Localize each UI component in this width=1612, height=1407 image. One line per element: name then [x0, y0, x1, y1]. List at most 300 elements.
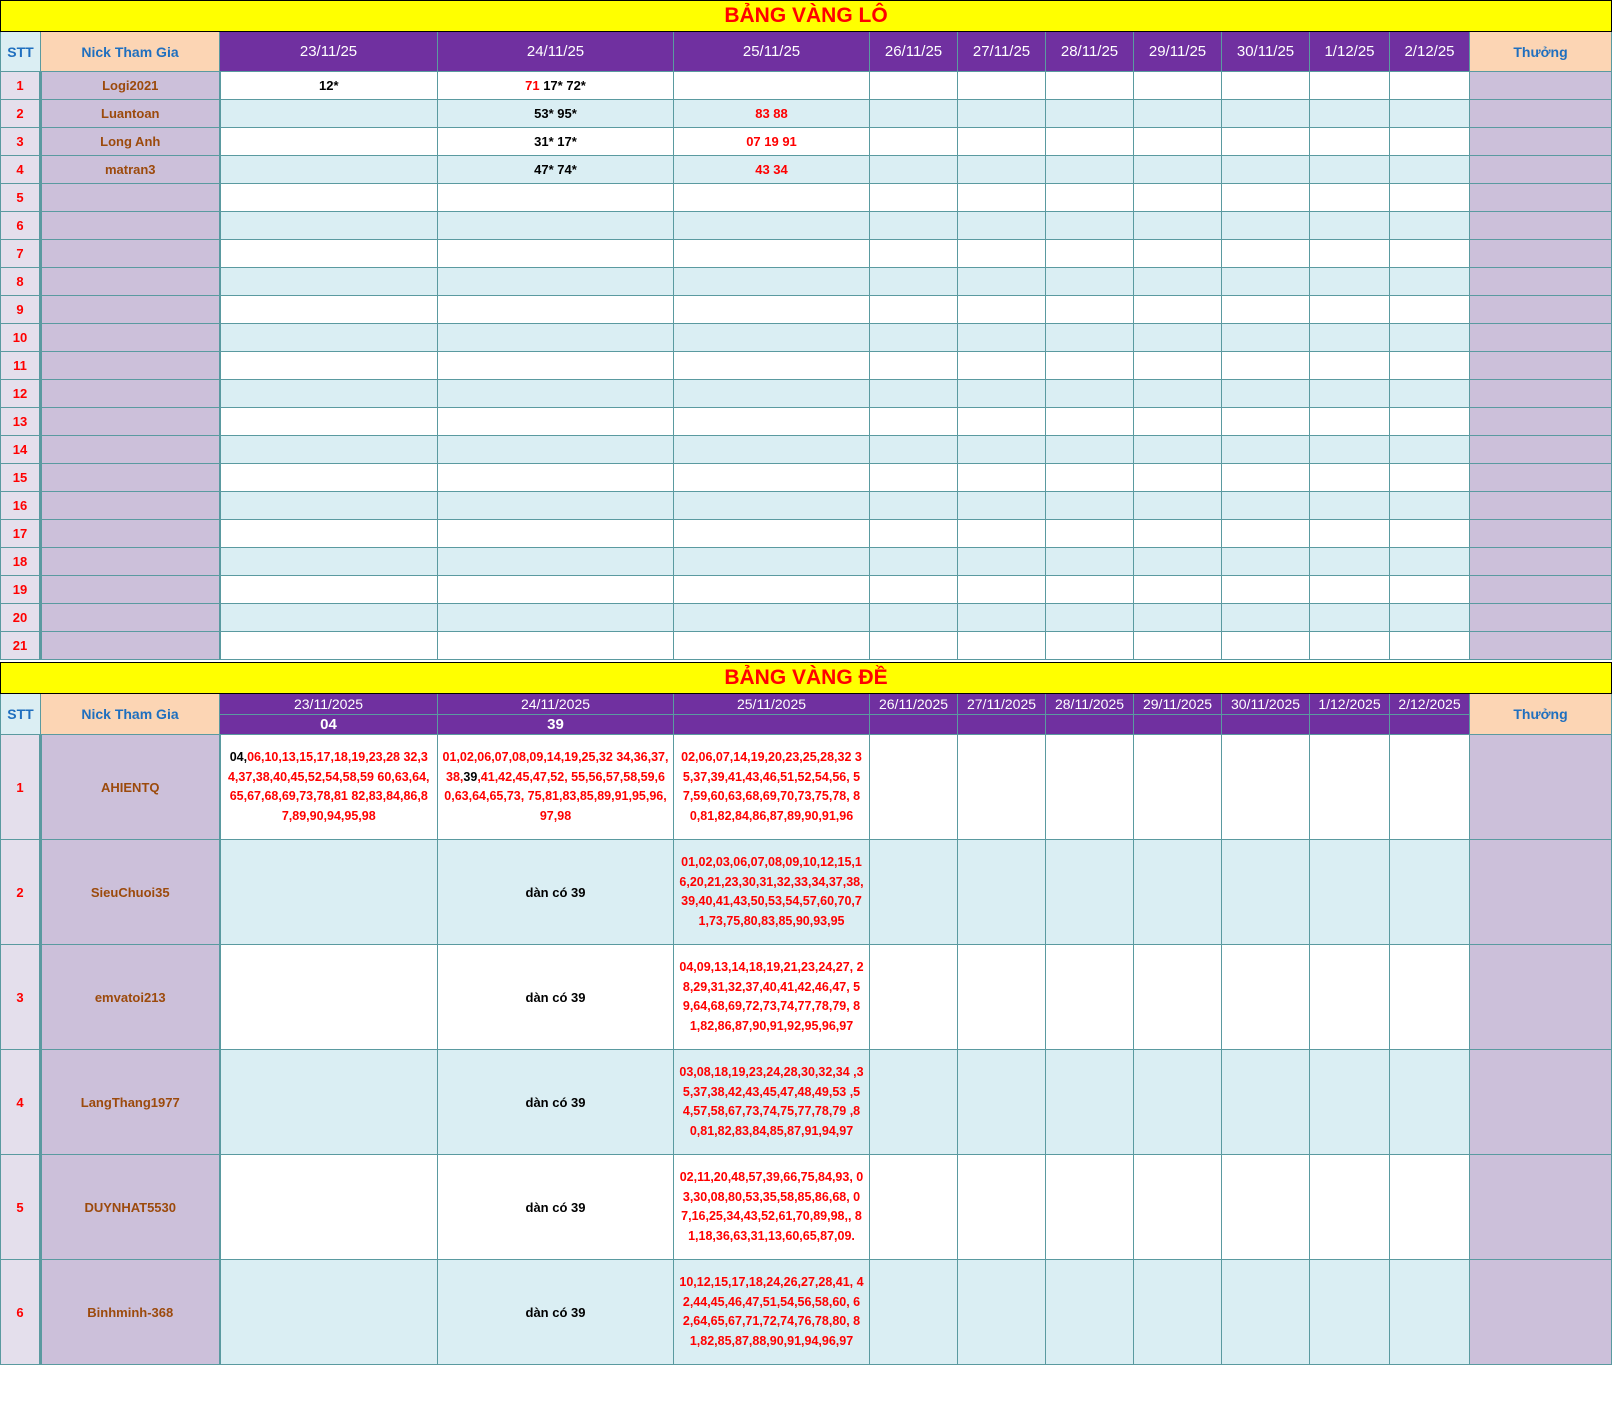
thuong-cell[interactable]: [1470, 408, 1612, 436]
entry-cell[interactable]: [1134, 380, 1222, 408]
entry-cell[interactable]: [1046, 492, 1134, 520]
entry-cell[interactable]: [1310, 520, 1390, 548]
entry-cell[interactable]: [1222, 464, 1310, 492]
entry-cell[interactable]: [1310, 184, 1390, 212]
entry-cell[interactable]: [674, 1050, 870, 1155]
entry-cell[interactable]: [1222, 604, 1310, 632]
entry-cell[interactable]: [674, 324, 870, 352]
entry-cell[interactable]: [1222, 1050, 1310, 1155]
nick-cell[interactable]: [41, 464, 220, 492]
entry-cell[interactable]: [1310, 156, 1390, 184]
row-number[interactable]: 4: [1, 156, 41, 184]
entry-cell[interactable]: [674, 735, 870, 840]
entry-cell[interactable]: [870, 576, 958, 604]
entry-cell[interactable]: [1310, 436, 1390, 464]
nick-cell[interactable]: [41, 436, 220, 464]
nick-cell[interactable]: [41, 324, 220, 352]
entry-cell[interactable]: [1222, 156, 1310, 184]
entry-cell[interactable]: [958, 268, 1046, 296]
nick-cell[interactable]: [41, 296, 220, 324]
thuong-cell[interactable]: [1470, 100, 1612, 128]
entry-cell[interactable]: [958, 212, 1046, 240]
entry-cell[interactable]: [958, 352, 1046, 380]
entry-cell[interactable]: [438, 520, 674, 548]
entry-cell[interactable]: [870, 100, 958, 128]
thuong-cell[interactable]: [1470, 520, 1612, 548]
entry-cell[interactable]: [1046, 548, 1134, 576]
nick-cell[interactable]: matran3: [41, 156, 220, 184]
entry-cell[interactable]: [870, 632, 958, 660]
entry-cell[interactable]: [1134, 240, 1222, 268]
entry-cell[interactable]: [674, 212, 870, 240]
entry-cell[interactable]: [1390, 840, 1470, 945]
entry-cell[interactable]: [1390, 380, 1470, 408]
entry-cell[interactable]: [438, 1155, 674, 1260]
entry-cell[interactable]: [958, 548, 1046, 576]
entry-cell[interactable]: [958, 1155, 1046, 1260]
entry-cell[interactable]: [958, 632, 1046, 660]
row-number[interactable]: 7: [1, 240, 41, 268]
entry-cell[interactable]: [220, 352, 438, 380]
entry-cell[interactable]: [1310, 1155, 1390, 1260]
thuong-cell[interactable]: [1470, 548, 1612, 576]
entry-cell[interactable]: [958, 184, 1046, 212]
nick-cell[interactable]: LangThang1977: [41, 1050, 220, 1155]
nick-cell[interactable]: [41, 576, 220, 604]
entry-cell[interactable]: [438, 352, 674, 380]
entry-cell[interactable]: [1046, 735, 1134, 840]
entry-cell[interactable]: [1046, 268, 1134, 296]
entry-cell[interactable]: [1134, 1260, 1222, 1365]
entry-cell[interactable]: [870, 352, 958, 380]
entry-cell[interactable]: [870, 1155, 958, 1260]
entry-cell[interactable]: [1046, 840, 1134, 945]
entry-cell[interactable]: [1134, 324, 1222, 352]
entry-cell[interactable]: [1390, 100, 1470, 128]
entry-cell[interactable]: [438, 945, 674, 1050]
nick-cell[interactable]: Logi2021: [41, 72, 220, 100]
entry-cell[interactable]: [438, 100, 674, 128]
thuong-cell[interactable]: [1470, 1050, 1612, 1155]
entry-cell[interactable]: [1310, 1050, 1390, 1155]
entry-cell[interactable]: [958, 128, 1046, 156]
thuong-cell[interactable]: [1470, 436, 1612, 464]
nick-cell[interactable]: [41, 380, 220, 408]
entry-cell[interactable]: [674, 436, 870, 464]
entry-cell[interactable]: [1310, 735, 1390, 840]
nick-cell[interactable]: [41, 492, 220, 520]
entry-cell[interactable]: [1134, 1050, 1222, 1155]
thuong-cell[interactable]: [1470, 240, 1612, 268]
entry-cell[interactable]: [958, 380, 1046, 408]
entry-cell[interactable]: [438, 212, 674, 240]
nick-cell[interactable]: [41, 632, 220, 660]
nick-cell[interactable]: [41, 240, 220, 268]
entry-cell[interactable]: [220, 72, 438, 100]
entry-cell[interactable]: [1222, 100, 1310, 128]
entry-cell[interactable]: [870, 840, 958, 945]
thuong-cell[interactable]: [1470, 1155, 1612, 1260]
entry-cell[interactable]: [870, 945, 958, 1050]
entry-cell[interactable]: [1046, 352, 1134, 380]
entry-cell[interactable]: [870, 212, 958, 240]
entry-cell[interactable]: [220, 1155, 438, 1260]
entry-cell[interactable]: [220, 735, 438, 840]
entry-cell[interactable]: [1134, 128, 1222, 156]
entry-cell[interactable]: [220, 945, 438, 1050]
entry-cell[interactable]: [1134, 492, 1222, 520]
entry-cell[interactable]: [1222, 840, 1310, 945]
entry-cell[interactable]: [870, 184, 958, 212]
entry-cell[interactable]: [1046, 1155, 1134, 1260]
nick-cell[interactable]: Binhminh-368: [41, 1260, 220, 1365]
entry-cell[interactable]: [1310, 1260, 1390, 1365]
entry-cell[interactable]: [1390, 268, 1470, 296]
entry-cell[interactable]: [870, 520, 958, 548]
entry-cell[interactable]: [1390, 492, 1470, 520]
entry-cell[interactable]: [1134, 604, 1222, 632]
entry-cell[interactable]: [1046, 184, 1134, 212]
thuong-cell[interactable]: [1470, 128, 1612, 156]
entry-cell[interactable]: [1310, 840, 1390, 945]
entry-cell[interactable]: [1134, 548, 1222, 576]
row-number[interactable]: 6: [1, 1260, 41, 1365]
entry-cell[interactable]: [220, 184, 438, 212]
entry-cell[interactable]: [1390, 548, 1470, 576]
thuong-cell[interactable]: [1470, 604, 1612, 632]
entry-cell[interactable]: [674, 184, 870, 212]
entry-cell[interactable]: [1222, 212, 1310, 240]
thuong-cell[interactable]: [1470, 1260, 1612, 1365]
entry-cell[interactable]: [1222, 1260, 1310, 1365]
entry-cell[interactable]: [674, 492, 870, 520]
entry-cell[interactable]: [438, 604, 674, 632]
entry-cell[interactable]: [438, 72, 674, 100]
thuong-cell[interactable]: [1470, 324, 1612, 352]
entry-cell[interactable]: [1046, 380, 1134, 408]
entry-cell[interactable]: [870, 735, 958, 840]
entry-cell[interactable]: [870, 324, 958, 352]
entry-cell[interactable]: [870, 604, 958, 632]
entry-cell[interactable]: [438, 240, 674, 268]
nick-cell[interactable]: [41, 548, 220, 576]
nick-cell[interactable]: SieuChuoi35: [41, 840, 220, 945]
row-number[interactable]: 14: [1, 436, 41, 464]
row-number[interactable]: 5: [1, 184, 41, 212]
entry-cell[interactable]: [674, 548, 870, 576]
entry-cell[interactable]: [438, 156, 674, 184]
nick-cell[interactable]: AHIENTQ: [41, 735, 220, 840]
nick-cell[interactable]: [41, 352, 220, 380]
entry-cell[interactable]: [1390, 464, 1470, 492]
entry-cell[interactable]: [438, 324, 674, 352]
entry-cell[interactable]: [1390, 436, 1470, 464]
thuong-cell[interactable]: [1470, 945, 1612, 1050]
entry-cell[interactable]: [674, 128, 870, 156]
entry-cell[interactable]: [1046, 128, 1134, 156]
row-number[interactable]: 10: [1, 324, 41, 352]
entry-cell[interactable]: [870, 464, 958, 492]
entry-cell[interactable]: [220, 548, 438, 576]
entry-cell[interactable]: [674, 1260, 870, 1365]
row-number[interactable]: 6: [1, 212, 41, 240]
entry-cell[interactable]: [220, 576, 438, 604]
entry-cell[interactable]: [870, 128, 958, 156]
entry-cell[interactable]: [220, 268, 438, 296]
entry-cell[interactable]: [674, 840, 870, 945]
entry-cell[interactable]: [674, 408, 870, 436]
nick-cell[interactable]: Luantoan: [41, 100, 220, 128]
entry-cell[interactable]: [220, 324, 438, 352]
entry-cell[interactable]: [958, 1260, 1046, 1365]
entry-cell[interactable]: [438, 632, 674, 660]
row-number[interactable]: 11: [1, 352, 41, 380]
entry-cell[interactable]: [1134, 520, 1222, 548]
entry-cell[interactable]: [1310, 100, 1390, 128]
entry-cell[interactable]: [1134, 296, 1222, 324]
entry-cell[interactable]: [870, 380, 958, 408]
entry-cell[interactable]: [220, 604, 438, 632]
entry-cell[interactable]: [1134, 156, 1222, 184]
entry-cell[interactable]: [1310, 492, 1390, 520]
entry-cell[interactable]: [1134, 632, 1222, 660]
entry-cell[interactable]: [958, 436, 1046, 464]
entry-cell[interactable]: [1134, 945, 1222, 1050]
nick-cell[interactable]: [41, 268, 220, 296]
entry-cell[interactable]: [1390, 212, 1470, 240]
entry-cell[interactable]: [1046, 1260, 1134, 1365]
entry-cell[interactable]: [1390, 520, 1470, 548]
row-number[interactable]: 2: [1, 840, 41, 945]
thuong-cell[interactable]: [1470, 632, 1612, 660]
entry-cell[interactable]: [870, 1050, 958, 1155]
entry-cell[interactable]: [438, 184, 674, 212]
entry-cell[interactable]: [1222, 268, 1310, 296]
entry-cell[interactable]: [1222, 1155, 1310, 1260]
entry-cell[interactable]: [958, 156, 1046, 184]
entry-cell[interactable]: [438, 268, 674, 296]
entry-cell[interactable]: [1310, 548, 1390, 576]
entry-cell[interactable]: [1046, 408, 1134, 436]
row-number[interactable]: 9: [1, 296, 41, 324]
thuong-cell[interactable]: [1470, 184, 1612, 212]
entry-cell[interactable]: [1222, 296, 1310, 324]
entry-cell[interactable]: [870, 240, 958, 268]
nick-cell[interactable]: DUYNHAT5530: [41, 1155, 220, 1260]
entry-cell[interactable]: [1390, 1260, 1470, 1365]
entry-cell[interactable]: [1222, 380, 1310, 408]
entry-cell[interactable]: [674, 1155, 870, 1260]
entry-cell[interactable]: [1310, 632, 1390, 660]
entry-cell[interactable]: [1390, 156, 1470, 184]
entry-cell[interactable]: [1046, 156, 1134, 184]
thuong-cell[interactable]: [1470, 492, 1612, 520]
entry-cell[interactable]: [1310, 268, 1390, 296]
entry-cell[interactable]: [958, 520, 1046, 548]
entry-cell[interactable]: [1390, 324, 1470, 352]
entry-cell[interactable]: [1390, 128, 1470, 156]
entry-cell[interactable]: [220, 1260, 438, 1365]
row-number[interactable]: 20: [1, 604, 41, 632]
entry-cell[interactable]: [870, 408, 958, 436]
entry-cell[interactable]: [1222, 548, 1310, 576]
entry-cell[interactable]: [220, 380, 438, 408]
row-number[interactable]: 12: [1, 380, 41, 408]
entry-cell[interactable]: [220, 296, 438, 324]
entry-cell[interactable]: [1390, 72, 1470, 100]
entry-cell[interactable]: [438, 408, 674, 436]
entry-cell[interactable]: [1046, 632, 1134, 660]
nick-cell[interactable]: [41, 520, 220, 548]
entry-cell[interactable]: [220, 520, 438, 548]
entry-cell[interactable]: [674, 380, 870, 408]
row-number[interactable]: 5: [1, 1155, 41, 1260]
entry-cell[interactable]: [220, 212, 438, 240]
entry-cell[interactable]: [674, 604, 870, 632]
entry-cell[interactable]: [1310, 576, 1390, 604]
entry-cell[interactable]: [870, 296, 958, 324]
entry-cell[interactable]: [1222, 324, 1310, 352]
entry-cell[interactable]: [1222, 576, 1310, 604]
nick-cell[interactable]: [41, 212, 220, 240]
entry-cell[interactable]: [220, 240, 438, 268]
nick-cell[interactable]: [41, 184, 220, 212]
entry-cell[interactable]: [1134, 352, 1222, 380]
entry-cell[interactable]: [438, 1260, 674, 1365]
entry-cell[interactable]: [1046, 1050, 1134, 1155]
thuong-cell[interactable]: [1470, 296, 1612, 324]
entry-cell[interactable]: [958, 72, 1046, 100]
entry-cell[interactable]: [674, 156, 870, 184]
row-number[interactable]: 18: [1, 548, 41, 576]
row-number[interactable]: 21: [1, 632, 41, 660]
entry-cell[interactable]: [1046, 324, 1134, 352]
entry-cell[interactable]: [1222, 945, 1310, 1050]
row-number[interactable]: 1: [1, 735, 41, 840]
row-number[interactable]: 8: [1, 268, 41, 296]
entry-cell[interactable]: [1310, 296, 1390, 324]
entry-cell[interactable]: [220, 408, 438, 436]
nick-cell[interactable]: [41, 604, 220, 632]
entry-cell[interactable]: [1390, 576, 1470, 604]
entry-cell[interactable]: [1134, 268, 1222, 296]
entry-cell[interactable]: [870, 1260, 958, 1365]
entry-cell[interactable]: [1310, 240, 1390, 268]
entry-cell[interactable]: [438, 840, 674, 945]
entry-cell[interactable]: [1134, 72, 1222, 100]
entry-cell[interactable]: [674, 632, 870, 660]
entry-cell[interactable]: [1134, 436, 1222, 464]
entry-cell[interactable]: [1310, 72, 1390, 100]
entry-cell[interactable]: [1222, 184, 1310, 212]
thuong-cell[interactable]: [1470, 268, 1612, 296]
entry-cell[interactable]: [1046, 240, 1134, 268]
entry-cell[interactable]: [220, 100, 438, 128]
thuong-cell[interactable]: [1470, 464, 1612, 492]
entry-cell[interactable]: [958, 840, 1046, 945]
row-number[interactable]: 4: [1, 1050, 41, 1155]
entry-cell[interactable]: [1222, 520, 1310, 548]
thuong-cell[interactable]: [1470, 840, 1612, 945]
entry-cell[interactable]: [438, 492, 674, 520]
row-number[interactable]: 2: [1, 100, 41, 128]
entry-cell[interactable]: [1222, 632, 1310, 660]
entry-cell[interactable]: [220, 632, 438, 660]
entry-cell[interactable]: [220, 492, 438, 520]
entry-cell[interactable]: [1222, 735, 1310, 840]
entry-cell[interactable]: [438, 735, 674, 840]
thuong-cell[interactable]: [1470, 352, 1612, 380]
entry-cell[interactable]: [674, 945, 870, 1050]
entry-cell[interactable]: [1310, 945, 1390, 1050]
entry-cell[interactable]: [1390, 184, 1470, 212]
entry-cell[interactable]: [1046, 576, 1134, 604]
entry-cell[interactable]: [1222, 492, 1310, 520]
entry-cell[interactable]: [220, 128, 438, 156]
entry-cell[interactable]: [1390, 1050, 1470, 1155]
row-number[interactable]: 3: [1, 128, 41, 156]
thuong-cell[interactable]: [1470, 576, 1612, 604]
row-number[interactable]: 17: [1, 520, 41, 548]
entry-cell[interactable]: [1134, 408, 1222, 436]
entry-cell[interactable]: [1390, 945, 1470, 1050]
entry-cell[interactable]: [1390, 352, 1470, 380]
entry-cell[interactable]: [958, 408, 1046, 436]
entry-cell[interactable]: [1046, 212, 1134, 240]
entry-cell[interactable]: [1310, 212, 1390, 240]
row-number[interactable]: 13: [1, 408, 41, 436]
entry-cell[interactable]: [1046, 520, 1134, 548]
entry-cell[interactable]: [1046, 72, 1134, 100]
entry-cell[interactable]: [220, 156, 438, 184]
row-number[interactable]: 19: [1, 576, 41, 604]
row-number[interactable]: 3: [1, 945, 41, 1050]
entry-cell[interactable]: [674, 268, 870, 296]
entry-cell[interactable]: [870, 268, 958, 296]
entry-cell[interactable]: [958, 735, 1046, 840]
entry-cell[interactable]: [958, 576, 1046, 604]
entry-cell[interactable]: [958, 464, 1046, 492]
entry-cell[interactable]: [1134, 464, 1222, 492]
entry-cell[interactable]: [1046, 464, 1134, 492]
entry-cell[interactable]: [1222, 72, 1310, 100]
entry-cell[interactable]: [1134, 735, 1222, 840]
entry-cell[interactable]: [1222, 408, 1310, 436]
entry-cell[interactable]: [1390, 604, 1470, 632]
entry-cell[interactable]: [220, 436, 438, 464]
entry-cell[interactable]: [958, 492, 1046, 520]
entry-cell[interactable]: [438, 576, 674, 604]
entry-cell[interactable]: [1390, 296, 1470, 324]
entry-cell[interactable]: [674, 352, 870, 380]
entry-cell[interactable]: [674, 464, 870, 492]
thuong-cell[interactable]: [1470, 735, 1612, 840]
entry-cell[interactable]: [1134, 212, 1222, 240]
entry-cell[interactable]: [438, 1050, 674, 1155]
entry-cell[interactable]: [958, 1050, 1046, 1155]
entry-cell[interactable]: [220, 464, 438, 492]
entry-cell[interactable]: [958, 604, 1046, 632]
thuong-cell[interactable]: [1470, 72, 1612, 100]
entry-cell[interactable]: [1310, 128, 1390, 156]
nick-cell[interactable]: [41, 408, 220, 436]
entry-cell[interactable]: [674, 576, 870, 604]
entry-cell[interactable]: [1310, 408, 1390, 436]
entry-cell[interactable]: [1134, 576, 1222, 604]
entry-cell[interactable]: [674, 100, 870, 128]
entry-cell[interactable]: [1222, 436, 1310, 464]
entry-cell[interactable]: [870, 156, 958, 184]
